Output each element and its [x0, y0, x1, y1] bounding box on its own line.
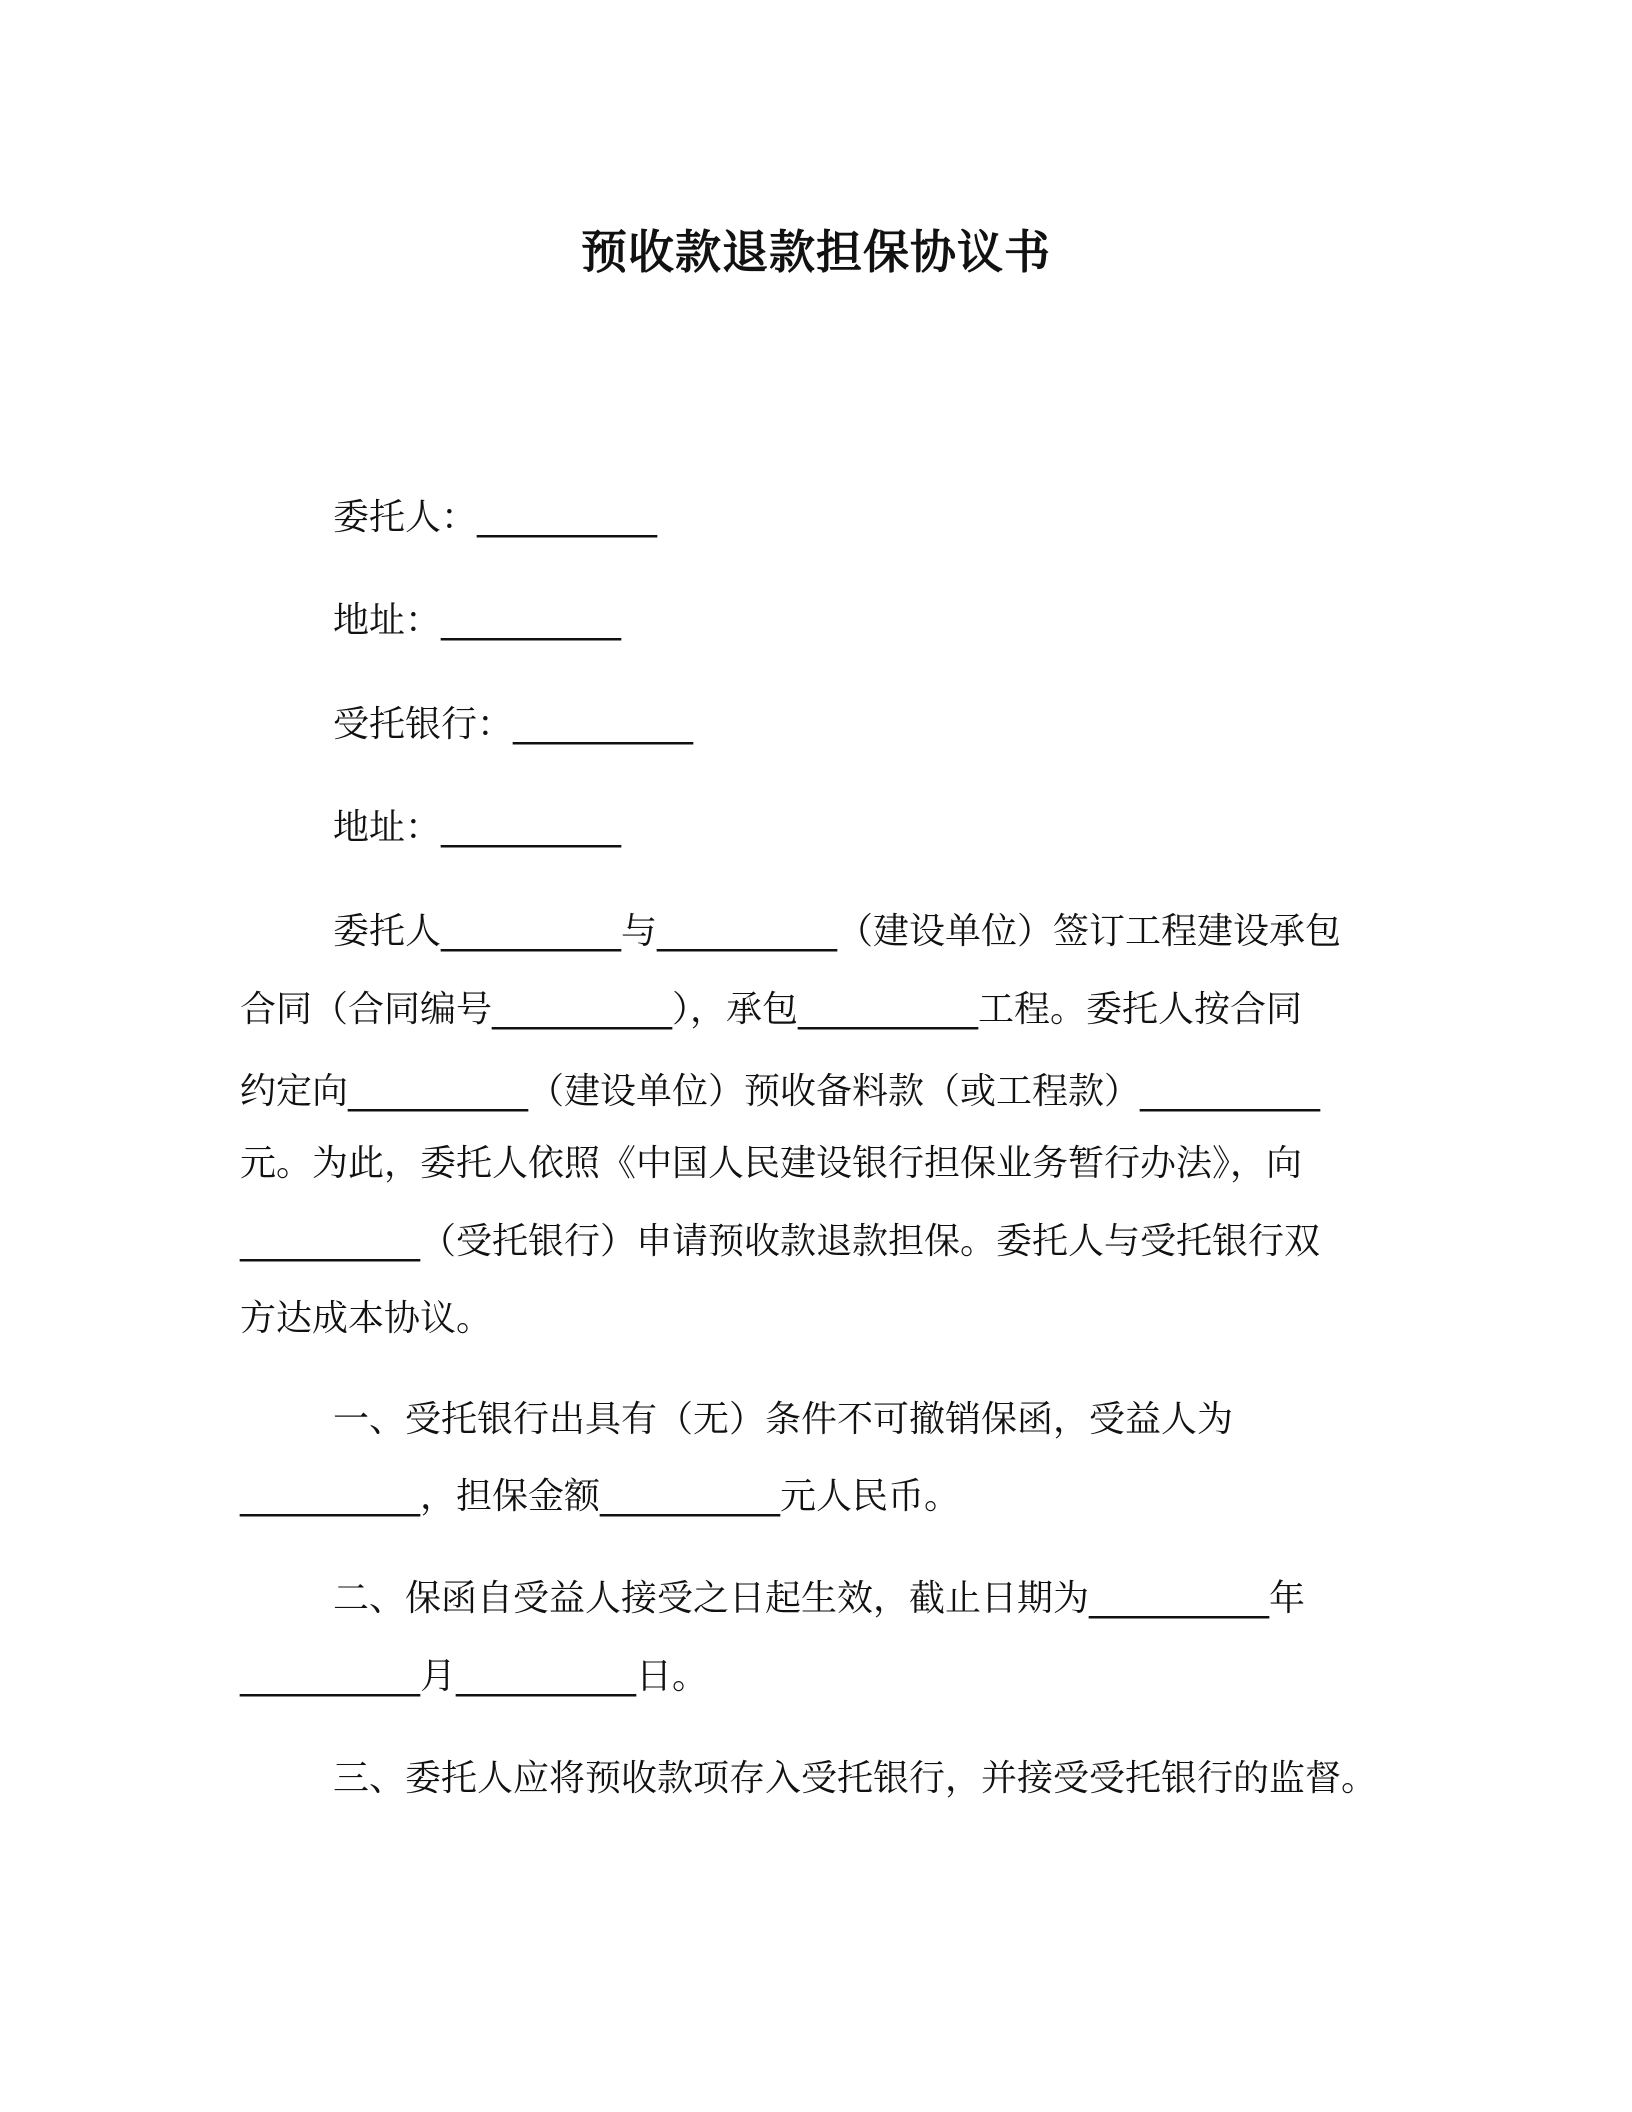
party-client: 委托人：__________ — [333, 497, 658, 538]
intro-line: 元。为此，委托人依照《中国人民建设银行担保业务暂行办法》，向 — [240, 1143, 1303, 1184]
clause-2-line: __________月__________日。 — [240, 1656, 709, 1697]
document-title: 预收款退款担保协议书 — [581, 225, 1051, 279]
intro-line: 合同（合同编号__________），承包__________工程。委托人按合同 — [240, 989, 1303, 1030]
clause-2-line: 二、保函自受益人接受之日起生效，截止日期为__________年 — [333, 1578, 1306, 1619]
clause-3-line: 三、委托人应将预收款项存入受托银行，并接受受托银行的监督。 — [333, 1758, 1378, 1799]
intro-line: 约定向__________（建设单位）预收备料款（或工程款）__________ — [240, 1071, 1321, 1112]
intro-line: 委托人__________与__________（建设单位）签订工程建设承包 — [333, 911, 1342, 952]
intro-line: __________（受托银行）申请预收款退款担保。委托人与受托银行双 — [240, 1221, 1321, 1262]
clause-1-line: __________，担保金额__________元人民币。 — [240, 1476, 961, 1517]
party-bank: 受托银行：__________ — [333, 704, 694, 745]
intro-line: 方达成本协议。 — [240, 1298, 493, 1339]
party-bank-address: 地址：__________ — [333, 807, 622, 848]
party-client-address: 地址：__________ — [333, 600, 622, 641]
clause-1-line: 一、受托银行出具有（无）条件不可撤销保函，受益人为 — [333, 1399, 1234, 1440]
